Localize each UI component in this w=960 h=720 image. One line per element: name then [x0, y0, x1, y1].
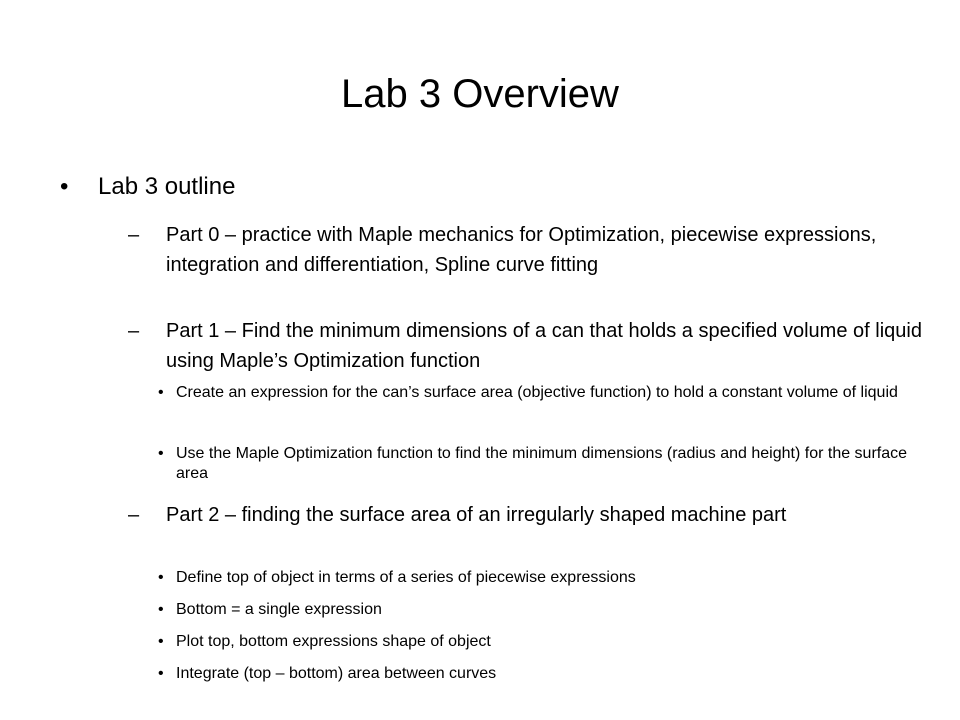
subitem-text: Bottom = a single expression	[176, 601, 382, 618]
part-2-text: Part 2 – finding the surface area of an irregularly shaped machine part	[166, 504, 787, 526]
subitem-text: Integrate (top – bottom) area between curves	[176, 665, 497, 682]
dash-marker: –	[128, 504, 140, 526]
bullet-marker: •	[158, 384, 164, 401]
bullet-marker: •	[158, 633, 164, 650]
bullet-marker: •	[158, 665, 164, 682]
part-2-subitem-0	[158, 568, 908, 588]
slide-title: Lab 3 Overview	[341, 72, 619, 116]
bullet-marker: •	[158, 601, 164, 618]
subitem-text: Create an expression for the can’s surface area (objective function) to hold a constant volume of liquid	[176, 384, 898, 401]
dash-marker: –	[128, 320, 140, 342]
bullet-marker: •	[60, 173, 69, 200]
outline-label: Lab 3 outline	[98, 173, 236, 200]
part-1-item	[128, 316, 928, 376]
part-1-text: Part 1 – Find the minimum dimensions of a can that holds a specified volume of liquid using Maple’s Optimization function	[166, 320, 922, 372]
bullet-marker: •	[158, 569, 164, 586]
part-1-subitem-0	[158, 383, 908, 403]
part-2-subitem-3	[158, 664, 908, 684]
part-2-subitem-1	[158, 600, 908, 620]
dash-marker: –	[128, 224, 140, 246]
part-0-text: Part 0 – practice with Maple mechanics for Optimization, piecewise expressions, integration and differentiation, Spline curve fitting	[166, 224, 877, 276]
part-1-subitem-1	[158, 444, 908, 484]
part-2-subitem-2	[158, 632, 908, 652]
subitem-text: Define top of object in terms of a series of piecewise expressions	[176, 569, 636, 586]
subitem-text: Plot top, bottom expressions shape of object	[176, 633, 491, 650]
subitem-text: Use the Maple Optimization function to find the minimum dimensions (radius and height) for the surface area	[176, 445, 908, 482]
bullet-marker: •	[158, 445, 164, 462]
part-0-item	[128, 220, 928, 280]
part-2-item	[128, 500, 928, 530]
